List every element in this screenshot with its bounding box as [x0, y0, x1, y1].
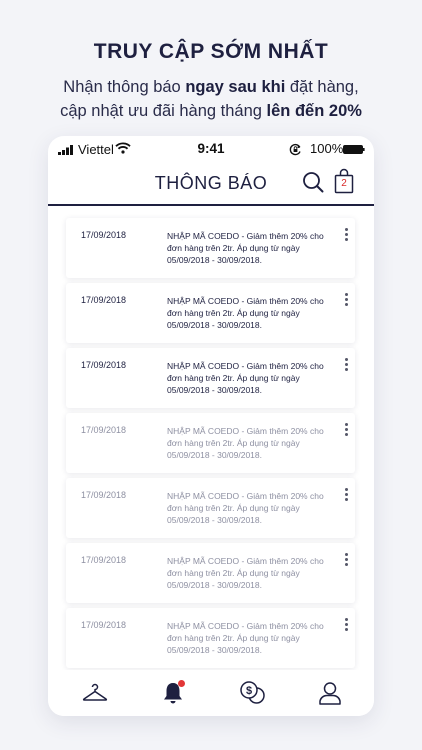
notification-message: NHẬP MÃ COEDO - Giảm thêm 20% cho đơn hàng trên 2tr. Áp dụng từ ngày 05/09/2018 - 30/09/2018.	[167, 621, 324, 655]
menu-dot	[345, 293, 348, 296]
menu-dot	[345, 628, 348, 631]
cart-count-badge: 2	[341, 178, 347, 189]
promo-subtitle	[0, 75, 422, 123]
promo-line-1-prefix: Nhận thông báo	[63, 78, 186, 96]
notification-badge-dot	[178, 680, 185, 687]
notification-date: 17/09/2018	[81, 295, 127, 305]
menu-dot	[345, 228, 348, 231]
notification-message: NHẬP MÃ COEDO - Giảm thêm 20% cho đơn hàng trên 2tr. Áp dụng từ ngày 05/09/2018 - 30/09/2018.	[167, 426, 324, 460]
promo-line-2	[0, 99, 422, 123]
notification-card[interactable]	[66, 413, 355, 473]
user-icon	[317, 680, 343, 706]
more-options-icon[interactable]	[343, 488, 349, 502]
top-nav-bar	[48, 162, 374, 206]
more-options-icon[interactable]	[343, 423, 349, 437]
menu-dot	[345, 363, 348, 366]
notification-date: 17/09/2018	[81, 620, 127, 630]
notification-message: NHẬP MÃ COEDO - Giảm thêm 20% cho đơn hàng trên 2tr. Áp dụng từ ngày 05/09/2018 - 30/09/2018.	[167, 556, 324, 590]
promo-line-1-suffix: đặt hàng,	[285, 78, 359, 96]
more-options-icon[interactable]	[343, 618, 349, 632]
notification-message: NHẬP MÃ COEDO - Giảm thêm 20% cho đơn hàng trên 2tr. Áp dụng từ ngày 05/09/2018 - 30/09/2018.	[167, 296, 324, 330]
battery-percent: 100%	[310, 141, 344, 156]
menu-dot	[345, 618, 348, 621]
menu-dot	[345, 433, 348, 436]
promo-title: TRUY CẬP SỚM NHẤT	[93, 40, 329, 63]
more-options-icon[interactable]	[343, 358, 349, 372]
rotation-lock-icon	[289, 143, 302, 156]
menu-dot	[345, 368, 348, 371]
menu-dot	[345, 298, 348, 301]
carrier-label: Viettel	[78, 142, 114, 157]
notification-card[interactable]	[66, 608, 355, 668]
menu-dot	[345, 563, 348, 566]
notification-date: 17/09/2018	[81, 555, 127, 565]
status-time: 9:41	[197, 141, 225, 156]
menu-dot	[345, 553, 348, 556]
notification-date: 17/09/2018	[81, 425, 127, 435]
notification-message: NHẬP MÃ COEDO - Giảm thêm 20% cho đơn hàng trên 2tr. Áp dụng từ ngày 05/09/2018 - 30/09/2018.	[167, 361, 324, 395]
svg-text:$: $	[245, 684, 253, 697]
status-bar	[48, 136, 374, 162]
menu-dot	[345, 493, 348, 496]
tab-rewards[interactable]	[239, 680, 265, 706]
menu-dot	[345, 558, 348, 561]
cart-button[interactable]	[334, 168, 354, 194]
battery-icon	[343, 145, 365, 154]
menu-dot	[345, 303, 348, 306]
more-options-icon[interactable]	[343, 293, 349, 307]
coins-icon	[239, 680, 265, 706]
menu-dot	[345, 498, 348, 501]
menu-dot	[345, 358, 348, 361]
tab-account[interactable]	[317, 680, 343, 706]
menu-dot	[345, 488, 348, 491]
notification-card[interactable]	[66, 478, 355, 538]
menu-dot	[345, 428, 348, 431]
more-options-icon[interactable]	[343, 553, 349, 567]
more-options-icon[interactable]	[343, 228, 349, 242]
phone-screen	[48, 136, 374, 716]
notification-date: 17/09/2018	[81, 360, 127, 370]
menu-dot	[345, 233, 348, 236]
menu-dot	[345, 623, 348, 626]
notification-date: 17/09/2018	[81, 490, 127, 500]
notification-date: 17/09/2018	[81, 230, 127, 240]
notification-message: NHẬP MÃ COEDO - Giảm thêm 20% cho đơn hàng trên 2tr. Áp dụng từ ngày 05/09/2018 - 30/09/2018.	[167, 231, 324, 265]
menu-dot	[345, 423, 348, 426]
notification-message: NHẬP MÃ COEDO - Giảm thêm 20% cho đơn hàng trên 2tr. Áp dụng từ ngày 05/09/2018 - 30/09/2018.	[167, 491, 324, 525]
notification-card[interactable]	[66, 218, 355, 278]
tab-notifications[interactable]	[160, 680, 186, 706]
notification-card[interactable]	[66, 348, 355, 408]
search-icon[interactable]	[302, 171, 324, 193]
promo-line-1-bold: ngay sau khi	[185, 78, 286, 96]
promo-line-1	[0, 75, 422, 99]
page-title: THÔNG BÁO	[154, 173, 268, 193]
bottom-tab-bar	[48, 670, 374, 716]
notification-card[interactable]	[66, 543, 355, 603]
hanger-icon	[82, 680, 108, 706]
menu-dot	[345, 238, 348, 241]
tab-shop[interactable]	[82, 680, 108, 706]
notification-list[interactable]	[48, 208, 374, 670]
promo-line-2-bold: lên đến 20%	[266, 102, 362, 120]
promo-line-2-prefix: cập nhật ưu đãi hàng tháng	[60, 102, 267, 120]
notification-card[interactable]	[66, 283, 355, 343]
